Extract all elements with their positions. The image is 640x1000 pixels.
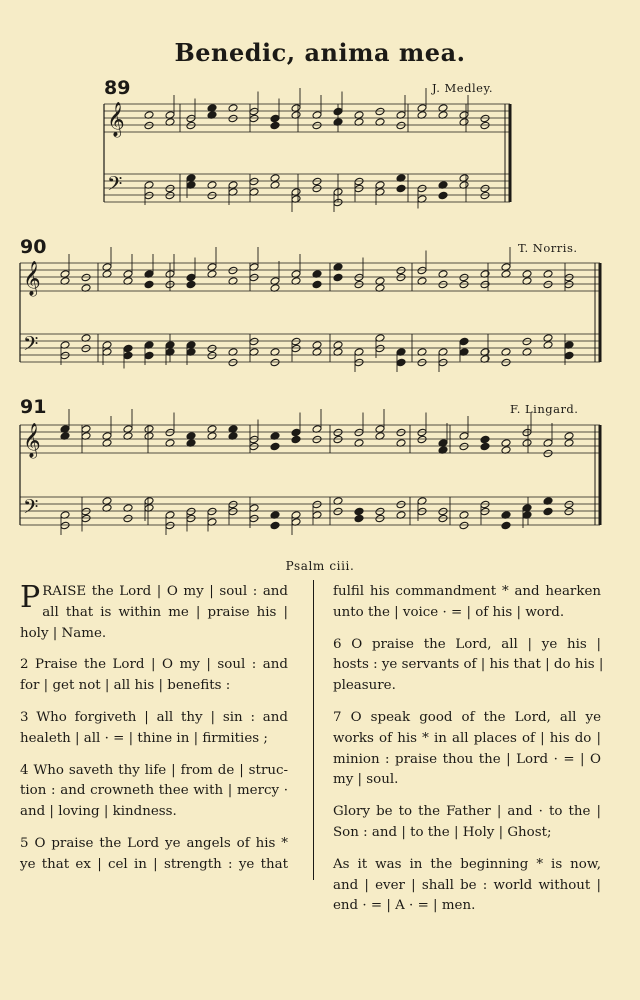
verse-line: tion : and crowneth thee with | mercy ·	[20, 783, 288, 799]
verse-line: hosts : ye servants of | his that | do his |	[333, 657, 604, 673]
note-head	[375, 507, 385, 516]
hymn-number: 91	[20, 396, 47, 418]
hymn-number: 89	[104, 77, 131, 99]
note-head	[312, 435, 322, 444]
note-head	[417, 266, 427, 275]
verse-line: all that is within me | praise his |	[42, 604, 288, 620]
note-head	[123, 514, 133, 523]
note-head	[480, 280, 490, 289]
note-head	[354, 273, 364, 282]
verse-line: 6 O praise the Lord, all | ye his |	[333, 636, 601, 652]
note-head	[459, 442, 469, 451]
note-head	[312, 280, 322, 289]
note-head	[480, 114, 490, 123]
note-head	[207, 191, 217, 200]
note-head	[543, 449, 553, 458]
verse-line: RAISE the Lord | O my | soul : and	[42, 584, 288, 599]
verse-line: 4 Who saveth thy life | from de | struc-	[20, 762, 288, 778]
note-head	[249, 177, 259, 186]
note-head	[228, 358, 238, 367]
note-head	[186, 514, 196, 523]
note-head	[228, 114, 238, 123]
note-head	[375, 107, 385, 116]
note-head	[501, 521, 511, 530]
note-head	[480, 442, 490, 451]
note-head	[354, 358, 364, 367]
verse-line: As it was in the beginning * is now,	[333, 856, 601, 872]
verse-line: 5 O praise the Lord ye angels of his *	[20, 835, 288, 851]
note-head	[438, 358, 448, 367]
note-head	[249, 107, 259, 116]
verse	[333, 855, 601, 917]
note-head	[375, 514, 385, 523]
note-head	[81, 514, 91, 523]
note-head	[249, 114, 259, 123]
note-head	[81, 273, 91, 282]
note-head	[249, 514, 259, 523]
chant-text-left	[20, 582, 288, 876]
verse-line: ye that ex | cel in | strength : ye that	[20, 856, 288, 872]
note-head	[459, 280, 469, 289]
note-head	[270, 121, 280, 130]
note-head	[312, 184, 322, 193]
verse	[333, 802, 601, 844]
note-head	[291, 344, 301, 353]
verse-line: healeth | all · = | thine in | firmities ;	[20, 730, 268, 746]
note-head	[396, 500, 406, 509]
note-head	[564, 280, 574, 289]
note-head	[207, 507, 217, 516]
note-head	[207, 351, 217, 360]
note-head	[291, 435, 301, 444]
hymn-number: 90	[20, 236, 47, 258]
note-head	[564, 351, 574, 360]
note-head	[291, 428, 301, 437]
note-head	[396, 358, 406, 367]
note-head	[270, 358, 280, 367]
note-head	[312, 177, 322, 186]
note-head	[396, 428, 406, 437]
note-head	[123, 344, 133, 353]
note-head	[396, 184, 406, 193]
note-head	[543, 507, 553, 516]
note-head	[333, 428, 343, 437]
note-head	[333, 107, 343, 116]
note-head	[249, 337, 259, 346]
verse-line: fulfil his commandment * and hearken	[333, 584, 601, 599]
note-head	[354, 507, 364, 516]
verse-line: 3 Who forgiveth | all thy | sin : and	[20, 709, 288, 725]
note-head	[123, 351, 133, 360]
note-head	[186, 114, 196, 123]
verse-line: Son : and | to the | Holy | Ghost;	[333, 824, 552, 840]
note-head	[480, 435, 490, 444]
note-head	[354, 428, 364, 437]
note-head	[312, 500, 322, 509]
note-head	[417, 507, 427, 516]
note-head	[228, 266, 238, 275]
verse-line: my | soul.	[333, 772, 399, 788]
note-head	[270, 114, 280, 123]
note-head	[354, 514, 364, 523]
hymn-composer: T. Norris.	[518, 241, 578, 255]
note-head	[543, 280, 553, 289]
treble-clef: 𝄞	[23, 423, 41, 458]
note-head	[501, 358, 511, 367]
verse-line: minion : praise thou the | Lord · = | O	[333, 751, 601, 767]
note-head	[522, 428, 532, 437]
note-head	[144, 351, 154, 360]
verse	[20, 761, 288, 823]
note-head	[480, 191, 490, 200]
note-head	[144, 121, 154, 130]
note-head	[480, 184, 490, 193]
note-head	[417, 435, 427, 444]
note-head	[249, 273, 259, 282]
note-head	[459, 337, 469, 346]
verse-line: Glory be to the Father | and · to the |	[333, 804, 601, 820]
note-head	[417, 358, 427, 367]
note-head	[417, 184, 427, 193]
verse-line: works of his * in all places of | his do |	[333, 730, 601, 746]
note-head	[480, 507, 490, 516]
note-head	[186, 507, 196, 516]
bass-clef: 𝄢	[107, 172, 123, 200]
note-head	[186, 273, 196, 282]
note-head	[396, 121, 406, 130]
note-head	[396, 273, 406, 282]
note-head	[438, 507, 448, 516]
chant-text-right	[333, 582, 604, 917]
verse-line: 7 O speak good of the Lord, all ye	[333, 709, 601, 725]
verse-line: 2 Praise the Lord | O my | soul : and	[20, 657, 288, 673]
treble-clef: 𝄞	[107, 102, 125, 137]
note-head	[165, 191, 175, 200]
note-head	[396, 266, 406, 275]
note-head	[249, 435, 259, 444]
note-head	[564, 507, 574, 516]
note-head	[165, 428, 175, 437]
note-head	[60, 521, 70, 530]
note-head	[312, 121, 322, 130]
verse-line: unto the | voice · = | of his | word.	[333, 604, 565, 620]
bass-clef: 𝄢	[23, 332, 39, 360]
note-head	[144, 191, 154, 200]
note-head	[438, 280, 448, 289]
note-head	[165, 184, 175, 193]
note-head	[459, 521, 469, 530]
note-head	[186, 121, 196, 130]
verse	[333, 708, 601, 791]
bass-clef: 𝄢	[23, 495, 39, 523]
note-head	[522, 337, 532, 346]
note-head	[333, 273, 343, 282]
note-head	[354, 177, 364, 186]
hymn-composer: F. Lingard.	[510, 402, 579, 416]
verse	[333, 582, 601, 624]
note-head	[480, 500, 490, 509]
drop-capital: P	[20, 580, 41, 615]
note-head	[354, 280, 364, 289]
note-head	[228, 500, 238, 509]
treble-clef: 𝄞	[23, 261, 41, 296]
note-head	[354, 184, 364, 193]
note-head	[291, 337, 301, 346]
note-head	[564, 500, 574, 509]
page-title: Benedic, anima mea.	[174, 38, 466, 67]
note-head	[81, 344, 91, 353]
note-head	[228, 507, 238, 516]
note-head	[81, 507, 91, 516]
verse	[20, 708, 288, 750]
note-head	[60, 351, 70, 360]
verse	[20, 834, 288, 876]
note-head	[438, 514, 448, 523]
column-divider	[313, 580, 314, 880]
note-head	[270, 442, 280, 451]
note-head	[564, 273, 574, 282]
verse-line: for | get not | all his | benefits :	[20, 678, 231, 694]
note-head	[375, 344, 385, 353]
psalm-heading: Psalm ciii.	[285, 559, 355, 573]
note-head	[480, 121, 490, 130]
note-head	[333, 435, 343, 444]
note-head	[144, 280, 154, 289]
verse-line: pleasure.	[333, 678, 396, 694]
verse-line: and | ever | shall be : world without |	[333, 877, 601, 893]
verse-line: end · = | A · = | men.	[333, 898, 476, 914]
note-head	[186, 280, 196, 289]
note-head	[333, 198, 343, 207]
verse-line: and | loving | kindness.	[20, 804, 177, 820]
note-head	[270, 521, 280, 530]
note-head	[417, 428, 427, 437]
note-head	[165, 521, 175, 530]
note-head	[459, 273, 469, 282]
verse	[20, 655, 288, 697]
note-head	[207, 344, 217, 353]
note-head	[333, 507, 343, 516]
verse	[20, 582, 288, 644]
note-head	[438, 191, 448, 200]
hymn-composer: J. Medley.	[432, 81, 494, 95]
verse	[333, 635, 604, 697]
verse-line: holy | Name.	[20, 625, 107, 641]
note-head	[249, 442, 259, 451]
